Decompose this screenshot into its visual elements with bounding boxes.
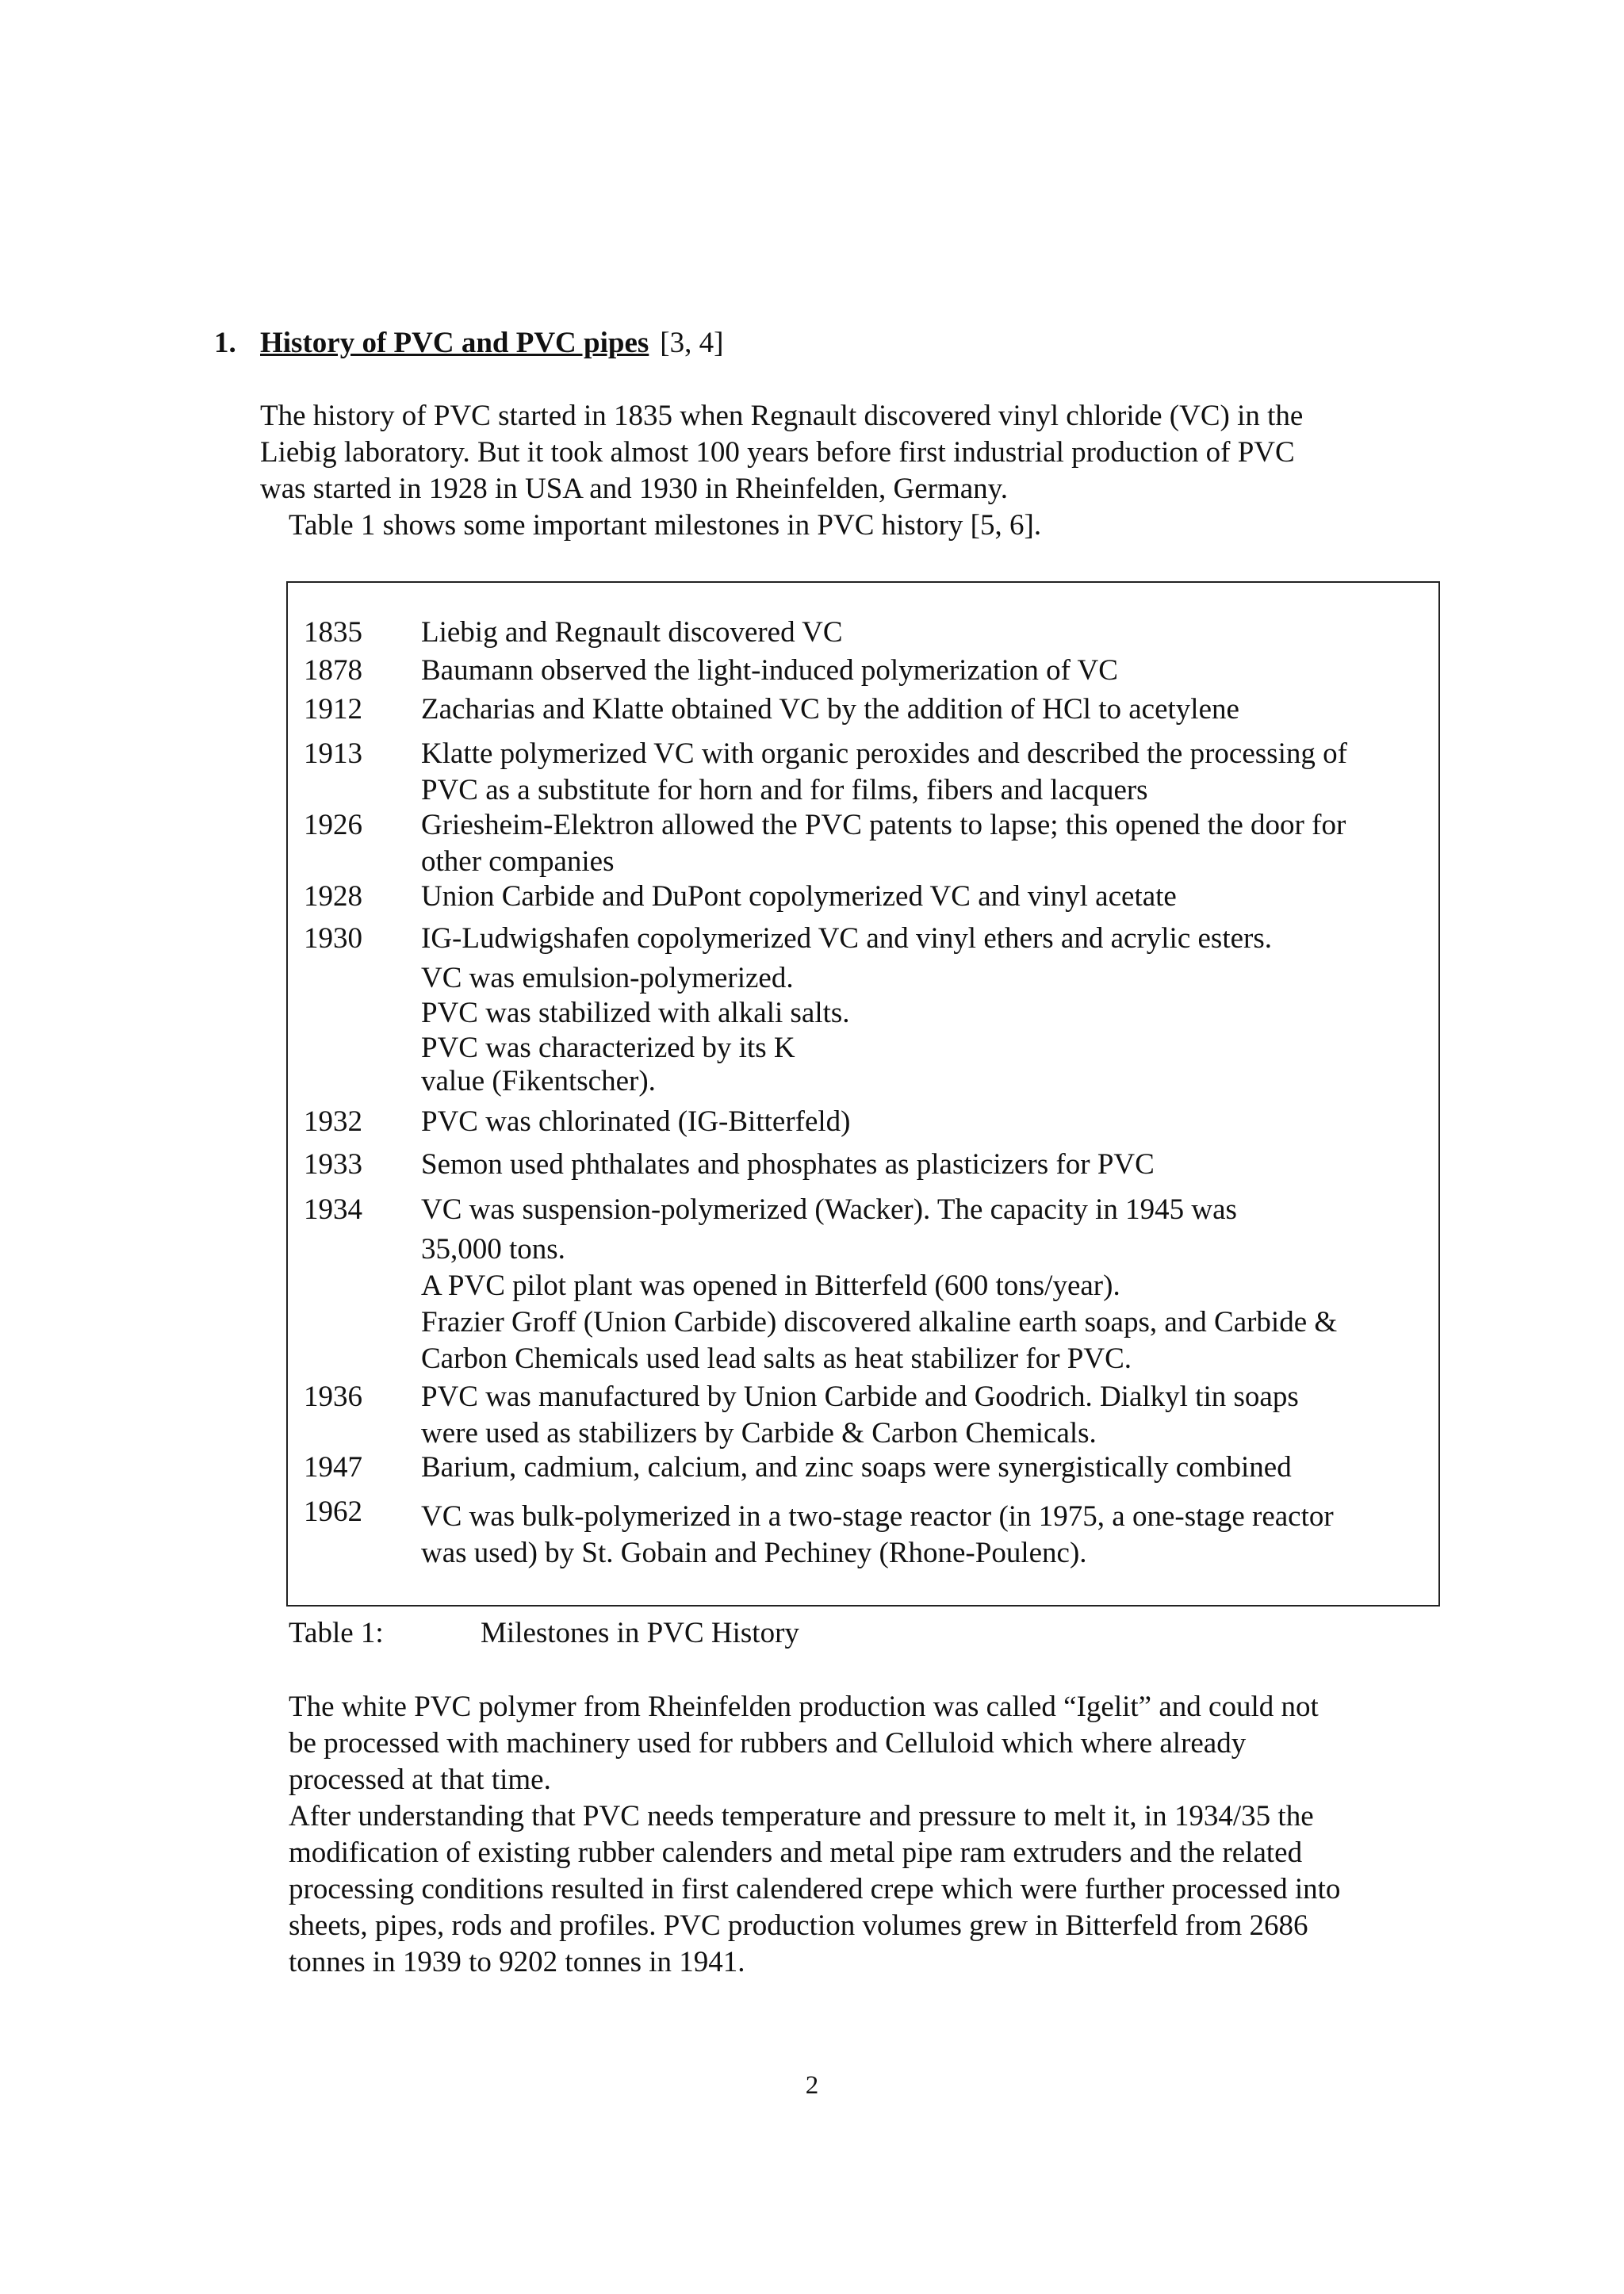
- body-line: sheets, pipes, rods and profiles. PVC production volumes grew in Bitterfeld from 2686: [289, 1909, 1308, 1942]
- milestone-row: [304, 653, 1423, 689]
- intro-paragraph: [260, 398, 1402, 544]
- body-line: modification of existing rubber calenders and metal pipe ram extruders and the related: [289, 1836, 1303, 1869]
- milestone-text: PVC was stabilized with alkali salts.: [421, 997, 850, 1029]
- milestone-row: [304, 807, 1423, 880]
- milestone-year: 1947: [304, 1451, 362, 1484]
- intro-line: Liebig laboratory. But it took almost 100 years before first industrial production of PVC: [260, 436, 1295, 469]
- milestone-text: PVC as a substitute for horn and for films, fibers and lacquers: [421, 774, 1148, 806]
- milestone-text: IG-Ludwigshafen copolymerized VC and vinyl ethers and acrylic esters.: [421, 922, 1272, 955]
- milestone-text: was used) by St. Gobain and Pechiney (Rhone-Poulenc).: [421, 1537, 1087, 1569]
- milestones-table: [286, 581, 1440, 1607]
- milestone-row: [304, 1104, 1423, 1140]
- milestone-year: 1878: [304, 654, 362, 687]
- milestone-text: VC was suspension-polymerized (Wacker). The capacity in 1945 was: [421, 1193, 1237, 1226]
- milestone-text: Frazier Groff (Union Carbide) discovered alkaline earth soaps, and Carbide &: [421, 1306, 1338, 1338]
- milestone-text: Klatte polymerized VC with organic peroxides and described the processing of: [421, 737, 1347, 770]
- milestone-row: [304, 1450, 1423, 1486]
- milestone-year: 1932: [304, 1105, 362, 1138]
- milestone-text: Union Carbide and DuPont copolymerized VC and vinyl acetate: [421, 880, 1177, 913]
- milestone-row: [304, 615, 1423, 651]
- table-reference: Table 1 shows some important milestones in PVC history [5, 6].: [289, 509, 1042, 542]
- section-citation: [3, 4]: [660, 327, 724, 359]
- intro-line: The history of PVC started in 1835 when Regnault discovered vinyl chloride (VC) in the: [260, 400, 1304, 432]
- body-line: After understanding that PVC needs temperature and pressure to melt it, in 1934/35 the: [289, 1800, 1314, 1833]
- milestone-text: Baumann observed the light-induced polymerization of VC: [421, 654, 1118, 687]
- milestone-text: value (Fikentscher).: [421, 1065, 656, 1097]
- body-line: be processed with machinery used for rubbers and Celluloid which where already: [289, 1727, 1247, 1760]
- milestone-year: 1936: [304, 1381, 362, 1413]
- page-number: 2: [805, 2071, 819, 2100]
- milestone-year: 1912: [304, 693, 362, 726]
- caption-label: Table 1:: [289, 1617, 384, 1649]
- milestone-year: 1913: [304, 737, 362, 770]
- milestone-text: PVC was chlorinated (IG-Bitterfeld): [421, 1105, 851, 1138]
- milestone-text: VC was emulsion-polymerized.: [421, 962, 794, 994]
- caption-text: Milestones in PVC History: [481, 1617, 799, 1649]
- milestone-row: [304, 736, 1423, 809]
- milestone-text: Liebig and Regnault discovered VC: [421, 616, 843, 649]
- body-line: The white PVC polymer from Rheinfelden production was called “Igelit” and could not: [289, 1691, 1319, 1723]
- milestone-year: 1930: [304, 922, 362, 955]
- table-caption: [289, 1615, 799, 1652]
- milestone-row: [304, 691, 1423, 728]
- milestone-row: [304, 921, 1423, 1100]
- milestone-text: Barium, cadmium, calcium, and zinc soaps were synergistically combined: [421, 1451, 1292, 1484]
- milestone-year: 1933: [304, 1148, 362, 1181]
- milestone-year: 1926: [304, 809, 362, 841]
- milestone-text: 35,000 tons.: [421, 1233, 565, 1266]
- milestone-text: PVC was characterized by its K: [421, 1032, 795, 1064]
- milestone-text: VC was bulk-polymerized in a two-stage reactor (in 1975, a one-stage reactor: [421, 1500, 1334, 1533]
- milestone-text: were used as stabilizers by Carbide & Carbon Chemicals.: [421, 1417, 1097, 1450]
- milestone-row: [304, 1379, 1423, 1452]
- section-heading: [214, 325, 723, 362]
- body-line: processed at that time.: [289, 1764, 551, 1796]
- milestone-year: 1835: [304, 616, 362, 649]
- milestone-year: 1934: [304, 1193, 362, 1226]
- milestone-year: 1962: [304, 1496, 362, 1528]
- milestone-text: A PVC pilot plant was opened in Bitterfeld (600 tons/year).: [421, 1270, 1120, 1302]
- milestone-text: Carbon Chemicals used lead salts as heat stabilizer for PVC.: [421, 1342, 1132, 1375]
- section-title: History of PVC and PVC pipes: [260, 327, 649, 359]
- body-line: tonnes in 1939 to 9202 tonnes in 1941.: [289, 1946, 745, 1978]
- milestone-text: Zacharias and Klatte obtained VC by the addition of HCl to acetylene: [421, 693, 1239, 726]
- milestone-text: Griesheim-Elektron allowed the PVC patents to lapse; this opened the door for: [421, 809, 1346, 841]
- milestone-row: [304, 879, 1423, 915]
- milestone-text: other companies: [421, 845, 615, 878]
- body-line: processing conditions resulted in first calendered crepe which were further processed into: [289, 1873, 1341, 1905]
- milestone-row: [304, 1192, 1423, 1377]
- milestone-year: 1928: [304, 880, 362, 913]
- body-text: [289, 1689, 1431, 1981]
- intro-line: was started in 1928 in USA and 1930 in Rheinfelden, Germany.: [260, 473, 1008, 505]
- milestone-row: [304, 1147, 1423, 1183]
- milestone-text: PVC was manufactured by Union Carbide and Goodrich. Dialkyl tin soaps: [421, 1381, 1299, 1413]
- section-number: 1.: [214, 327, 236, 359]
- milestone-text: Semon used phthalates and phosphates as plasticizers for PVC: [421, 1148, 1155, 1181]
- milestone-row: [304, 1494, 1423, 1572]
